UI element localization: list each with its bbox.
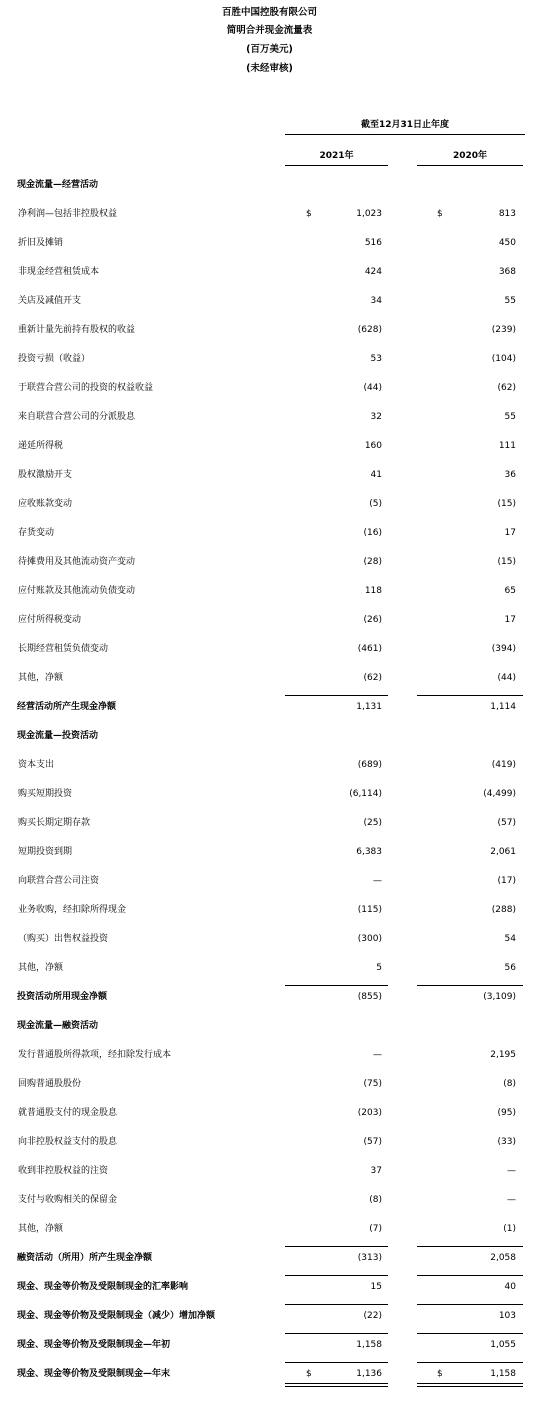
- value-2021: (115): [357, 905, 382, 915]
- table-row: [0, 497, 539, 511]
- value-2020: (17): [497, 876, 516, 886]
- value-2020: 17: [504, 528, 516, 538]
- audit-note: (未经审核): [246, 63, 293, 74]
- value-2020: 2,061: [490, 847, 516, 857]
- row-label: 折旧及摊销: [18, 238, 64, 248]
- row-label: 长期经营租赁负债变动: [18, 644, 109, 654]
- value-2020: 450: [498, 238, 516, 248]
- value-2020: (15): [497, 499, 516, 509]
- row-label: 其他，净额: [18, 673, 64, 683]
- value-2021: —: [373, 876, 382, 886]
- value-2020: 2,195: [490, 1050, 516, 1060]
- value-2020: (239): [491, 325, 516, 335]
- row-label: 存货变动: [18, 528, 55, 538]
- value-2020: —: [507, 1166, 516, 1176]
- total-row: [0, 700, 539, 714]
- period-underline: [285, 134, 525, 135]
- row-label: 其他，净额: [18, 1224, 64, 1234]
- table-row: [0, 236, 539, 250]
- subtotal-rule: [285, 1275, 388, 1276]
- currency-symbol: $: [306, 1369, 312, 1379]
- total-row: [0, 990, 539, 1004]
- row-label: 关店及减值开支: [18, 296, 82, 306]
- row-label: 回购普通股股份: [18, 1079, 82, 1089]
- value-2021: (16): [363, 528, 382, 538]
- value-2020: 2,058: [490, 1253, 516, 1263]
- table-row: [0, 439, 539, 453]
- row-label: 购买长期定期存款: [18, 818, 91, 828]
- row-label: 来自联营合营公司的分派股息: [18, 412, 136, 422]
- value-2020: 65: [504, 586, 516, 596]
- value-2020: 111: [498, 441, 516, 451]
- table-row: [0, 555, 539, 569]
- table-row: [0, 642, 539, 656]
- value-2021: 424: [364, 267, 382, 277]
- value-2021: (6,114): [349, 789, 382, 799]
- grand-total-double-rule: [285, 1383, 388, 1384]
- subtotal-rule: [285, 1304, 388, 1305]
- value-2020: 368: [498, 267, 516, 277]
- value-2020: (394): [491, 644, 516, 654]
- table-row: [0, 265, 539, 279]
- row-label: 重新计量先前持有股权的收益: [18, 325, 136, 335]
- value-2021: 15: [370, 1282, 382, 1292]
- value-2021: (8): [369, 1195, 382, 1205]
- subtotal-rule: [417, 695, 523, 696]
- table-row: [0, 584, 539, 598]
- row-label: 现金、现金等价物及受限制现金—年初: [17, 1340, 171, 1350]
- table-row: [0, 323, 539, 337]
- row-label: 购买短期投资: [18, 789, 73, 799]
- value-2021: (5): [369, 499, 382, 509]
- value-2020: (95): [497, 1108, 516, 1118]
- value-2021: (855): [357, 992, 382, 1002]
- row-label: 支付与收购相关的保留金: [18, 1195, 118, 1205]
- row-label: 资本支出: [18, 760, 55, 770]
- value-2020: (104): [491, 354, 516, 364]
- value-2021: 41: [370, 470, 382, 480]
- row-label: 现金、现金等价物及受限制现金（减少）增加净额: [17, 1311, 216, 1321]
- row-label: 短期投资到期: [18, 847, 73, 857]
- value-2020: (8): [503, 1079, 516, 1089]
- value-2021: (57): [363, 1137, 382, 1147]
- row-label: 应收账款变动: [18, 499, 73, 509]
- value-2020: 36: [504, 470, 516, 480]
- row-label: 向联营合营公司注资: [18, 876, 100, 886]
- row-label: 发行普通股所得款项，经扣除发行成本: [18, 1050, 172, 1060]
- value-2020: (15): [497, 557, 516, 567]
- subtotal-rule: [417, 1304, 523, 1305]
- value-2021: (28): [363, 557, 382, 567]
- row-label: 经营活动所产生现金净额: [17, 702, 117, 712]
- row-label: 现金流量—经营活动: [17, 180, 99, 190]
- subtotal-rule: [285, 1246, 388, 1247]
- total-row: [0, 1367, 539, 1381]
- row-label: 净利润—包括非控股权益: [18, 209, 118, 219]
- table-row: [0, 845, 539, 859]
- column-header-2020: 2020年: [452, 151, 488, 161]
- value-2021: (44): [363, 383, 382, 393]
- total-row: [0, 1309, 539, 1323]
- value-2020: 1,055: [490, 1340, 516, 1350]
- value-2020: 1,114: [490, 702, 516, 712]
- column-header-2021: 2021年: [319, 151, 354, 161]
- value-2021: (203): [357, 1108, 382, 1118]
- grand-total-double-rule: [285, 1386, 388, 1387]
- row-label: （购买）出售权益投资: [18, 934, 109, 944]
- value-2020: 56: [504, 963, 516, 973]
- value-2020: 1,158: [490, 1369, 516, 1379]
- row-label: 向非控股权益支付的股息: [18, 1137, 118, 1147]
- column-underline-2020: [417, 165, 523, 166]
- total-row: [0, 1280, 539, 1294]
- table-row: [0, 526, 539, 540]
- table-row: [0, 1135, 539, 1149]
- value-2021: (628): [357, 325, 382, 335]
- section-header: [0, 178, 539, 192]
- row-label: 现金、现金等价物及受限制现金—年末: [17, 1369, 171, 1379]
- table-row: [0, 613, 539, 627]
- value-2020: —: [507, 1195, 516, 1205]
- value-2020: (33): [497, 1137, 516, 1147]
- value-2021: 53: [370, 354, 382, 364]
- value-2021: 1,023: [356, 209, 382, 219]
- value-2020: 103: [498, 1311, 516, 1321]
- value-2021: (689): [357, 760, 382, 770]
- value-2021: 6,383: [356, 847, 382, 857]
- value-2021: (7): [369, 1224, 382, 1234]
- value-2020: 813: [498, 209, 516, 219]
- value-2021: (75): [363, 1079, 382, 1089]
- value-2021: (22): [363, 1311, 382, 1321]
- table-row: [0, 1077, 539, 1091]
- period-header: 截至12月31日止年度: [360, 120, 450, 130]
- table-row: [0, 671, 539, 685]
- total-row: [0, 1251, 539, 1265]
- table-row: [0, 294, 539, 308]
- subtotal-rule: [417, 985, 523, 986]
- value-2020: (419): [491, 760, 516, 770]
- subtotal-rule: [417, 1246, 523, 1247]
- value-2020: 55: [504, 412, 516, 422]
- row-label: 融资活动（所用）所产生现金净额: [17, 1253, 153, 1263]
- value-2020: (1): [503, 1224, 516, 1234]
- row-label: 就普通股支付的现金股息: [18, 1108, 118, 1118]
- value-2021: 1,158: [356, 1340, 382, 1350]
- subtotal-rule: [417, 1333, 523, 1334]
- subtotal-rule: [285, 1362, 388, 1363]
- table-row: [0, 1222, 539, 1236]
- subtotal-rule: [417, 1362, 523, 1363]
- value-2021: (62): [363, 673, 382, 683]
- table-row: [0, 874, 539, 888]
- table-row: [0, 207, 539, 221]
- value-2021: (26): [363, 615, 382, 625]
- table-row: [0, 758, 539, 772]
- row-label: 股权激励开支: [18, 470, 73, 480]
- row-label: 现金流量—投资活动: [17, 731, 99, 741]
- row-label: 投资活动所用现金净额: [17, 992, 108, 1002]
- row-label: 非现金经营租赁成本: [18, 267, 100, 277]
- table-row: [0, 381, 539, 395]
- subtotal-rule: [285, 1333, 388, 1334]
- subtotal-rule: [285, 985, 388, 986]
- row-label: 应付所得税变动: [18, 615, 82, 625]
- table-row: [0, 1106, 539, 1120]
- table-row: [0, 410, 539, 424]
- value-2021: 516: [364, 238, 382, 248]
- subtotal-rule: [285, 695, 388, 696]
- value-2020: (57): [497, 818, 516, 828]
- table-row: [0, 787, 539, 801]
- value-2020: 17: [504, 615, 516, 625]
- table-row: [0, 816, 539, 830]
- section-header: [0, 729, 539, 743]
- value-2020: (62): [497, 383, 516, 393]
- table-row: [0, 1193, 539, 1207]
- row-label: 其他，净额: [18, 963, 64, 973]
- row-label: 现金流量—融资活动: [17, 1021, 99, 1031]
- table-row: [0, 932, 539, 946]
- table-row: [0, 1048, 539, 1062]
- company-name: 百胜中国控股有限公司: [221, 7, 317, 18]
- table-row: [0, 468, 539, 482]
- row-label: 业务收购，经扣除所得现金: [18, 905, 127, 915]
- value-2021: 1,131: [356, 702, 382, 712]
- row-label: 收到非控股权益的注资: [18, 1166, 109, 1176]
- row-label: 应付账款及其他流动负债变动: [18, 586, 136, 596]
- value-2020: (3,109): [483, 992, 516, 1002]
- section-header: [0, 1019, 539, 1033]
- value-2021: (313): [357, 1253, 382, 1263]
- value-2021: 32: [370, 412, 382, 422]
- value-2020: 55: [504, 296, 516, 306]
- table-row: [0, 961, 539, 975]
- unit-note: (百万美元): [246, 44, 293, 55]
- value-2021: 34: [370, 296, 382, 306]
- value-2021: 118: [364, 586, 382, 596]
- grand-total-double-rule: [417, 1386, 523, 1387]
- value-2020: (288): [491, 905, 516, 915]
- total-row: [0, 1338, 539, 1352]
- statement-title: 简明合并现金流量表: [226, 25, 313, 36]
- value-2021: 1,136: [356, 1369, 382, 1379]
- currency-symbol: $: [437, 209, 443, 219]
- row-label: 递延所得税: [18, 441, 64, 451]
- column-underline-2021: [285, 165, 388, 166]
- value-2021: (300): [357, 934, 382, 944]
- value-2020: 54: [504, 934, 516, 944]
- value-2021: 37: [370, 1166, 382, 1176]
- value-2020: (44): [497, 673, 516, 683]
- row-label: 现金、现金等价物及受限制现金的汇率影响: [17, 1282, 189, 1292]
- currency-symbol: $: [437, 1369, 443, 1379]
- value-2021: (461): [357, 644, 382, 654]
- row-label: 待摊费用及其他流动资产变动: [18, 557, 136, 567]
- grand-total-double-rule: [417, 1383, 523, 1384]
- currency-symbol: $: [306, 209, 312, 219]
- table-row: [0, 352, 539, 366]
- subtotal-rule: [417, 1275, 523, 1276]
- table-row: [0, 903, 539, 917]
- row-label: 于联营合营公司的投资的权益收益: [18, 383, 154, 393]
- table-row: [0, 1164, 539, 1178]
- value-2021: —: [373, 1050, 382, 1060]
- value-2021: 160: [364, 441, 382, 451]
- value-2021: 5: [376, 963, 382, 973]
- value-2020: (4,499): [483, 789, 516, 799]
- value-2020: 40: [504, 1282, 516, 1292]
- row-label: 投资亏损（收益）: [18, 354, 91, 364]
- value-2021: (25): [363, 818, 382, 828]
